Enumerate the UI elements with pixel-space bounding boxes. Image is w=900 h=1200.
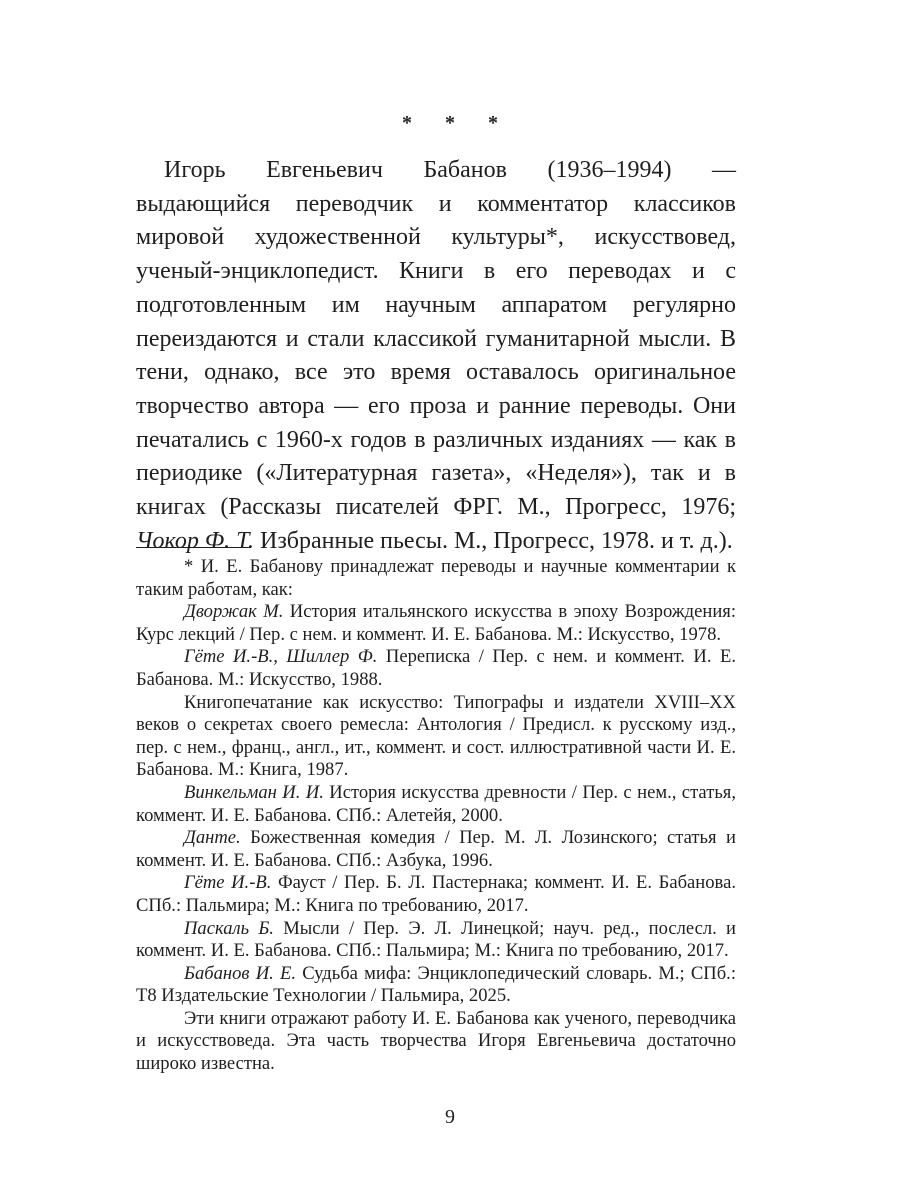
work-text: Фауст / Пер. Б. Л. Пастернака; коммент. И. Е. Бабанова. СПб.: Пальмира; М.: Книга по требованию, 2017.: [136, 872, 736, 916]
footnote-work: [136, 692, 736, 782]
work-text: Божественная комедия / Пер. М. Л. Лозинского; статья и коммент. И. Е. Бабанова. СПб.: Азбука, 1996.: [136, 827, 736, 871]
main-paragraph: [136, 154, 736, 558]
footnote-work: [136, 963, 736, 1008]
work-author: Гёте И.-В.: [184, 872, 272, 894]
work-author: Паскаль Б.: [184, 917, 274, 939]
work-text: Судьба мифа: Энциклопедический словарь. М.; СПб.: Т8 Издательские Технологии / Пальмира, 2025.: [136, 962, 736, 1007]
work-author: Бабанов И. Е.: [184, 962, 296, 984]
main-paragraph-text: Игорь Евгеньевич Бабанов (1936–1994) — выдающийся переводчик и комментатор классиков мировой художественной культуры*, искусствовед, ученый-энциклопедист. Книги в его переводах и с подготовленным им научным аппаратом регулярно переиздаются и стали классикой гуманитарной мысли. В тени, однако, все это время оставалось оригинальное творчество автора — его проза и ранние переводы. Они печатались с 1960-х годов в различных изданиях — как в периодике («Литературная газета», «Неделя»), так и в книгах (Рассказы писателей ФРГ. М., Прогресс, 1976;: [136, 157, 736, 521]
footnote-work: [136, 601, 736, 646]
work-text: Переписка / Пер. с нем. и коммент. И. Е. Бабанова. М.: Искусство, 1988.: [136, 646, 736, 690]
section-divider: * * *: [402, 112, 512, 134]
work-text: Книгопечатание как искусство: Типографы и издатели XVIII–XX веков о секретах своего ремесла: Антология / Предисл. к русскому изд., пер. с нем., франц., англ., ит., коммент. и сост. иллюстративной части И. Е. Бабанова. М.: Книга, 1987.: [136, 691, 736, 781]
footnote-work: [136, 918, 736, 963]
work-text: История искусства древности / Пер. с нем., статья, коммент. И. Е. Бабанова. СПб.: Алетейя, 2000.: [136, 781, 736, 826]
footnote-work: [136, 827, 736, 872]
footnote-work: [136, 782, 736, 827]
footnote-block: [136, 556, 736, 1076]
work-author: Гёте И.-В., Шиллер Ф.: [184, 646, 378, 668]
page-number: 9: [445, 1106, 455, 1128]
footnote-work: [136, 872, 736, 917]
work-author: Винкельман И. И.: [184, 781, 324, 803]
work-author: Данте.: [184, 827, 241, 849]
footnote-work: [136, 646, 736, 691]
work-text: Мысли / Пер. Э. Л. Линецкой; науч. ред., послесл. и коммент. И. Е. Бабанова. СПб.: Пальмира; М.: Книга по требованию, 2017.: [136, 917, 737, 962]
footnote-separator: [136, 547, 250, 548]
main-paragraph-author: Чокор Ф. Т.: [136, 527, 254, 554]
footnote-closing: Эти книги отражают работу И. Е. Бабанова как ученого, переводчика и искусствоведа. Эта часть творчества Игоря Евгеньевича достаточно широко известна.: [136, 1007, 736, 1075]
work-text: История итальянского искусства в эпоху Возрождения: Курс лекций / Пер. с нем. и коммент. И. Е. Бабанова. М.: Искусство, 1978.: [136, 601, 736, 645]
footnote-intro: * И. Е. Бабанову принадлежат переводы и научные комментарии к таким работам, как:: [136, 556, 736, 600]
work-author: Дворжак М.: [184, 601, 284, 623]
main-paragraph-tail: Избранные пьесы. М., Прогресс, 1978. и т. д.).: [253, 527, 733, 554]
